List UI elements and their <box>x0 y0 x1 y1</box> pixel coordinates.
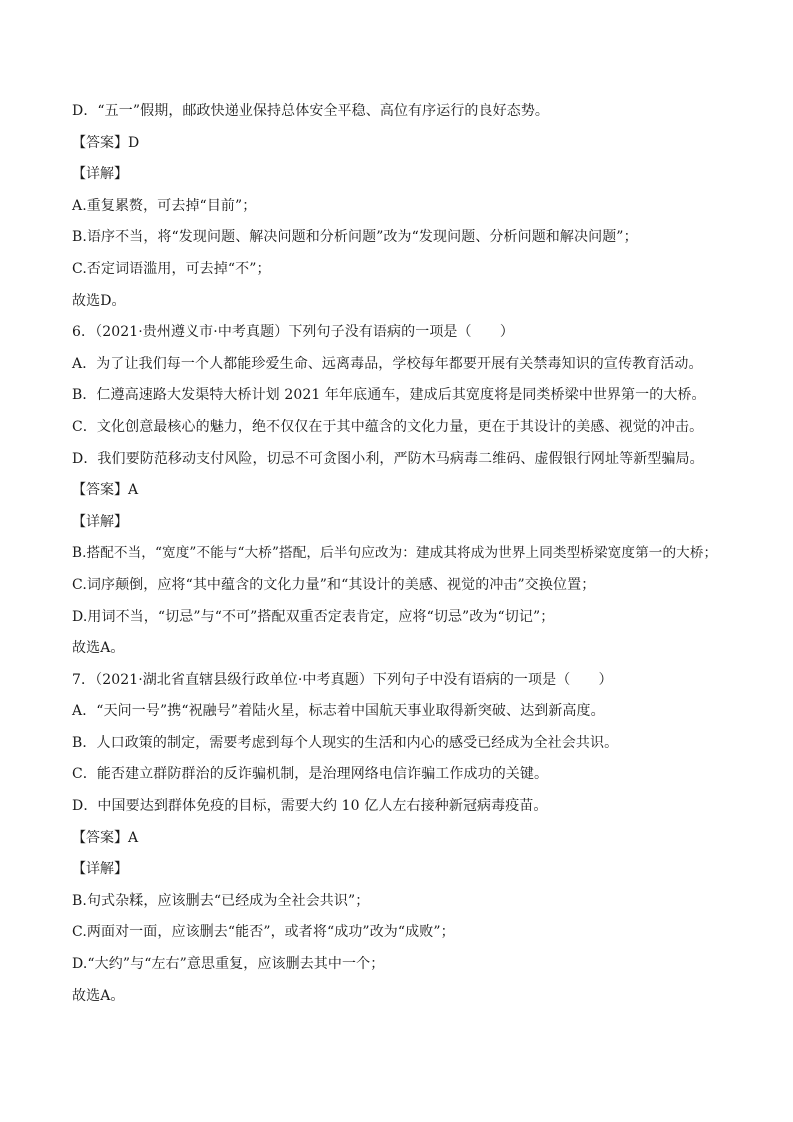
question-7-option-b: B．人口政策的制定，需要考虑到每个人现实的生活和内心的感受已经成为全社会共识。 <box>72 734 619 751</box>
document-page <box>72 100 732 1016</box>
option-d-q5: D．“五一”假期，邮政快递业保持总体安全平稳、高位有序运行的良好态势。 <box>72 103 550 119</box>
question-6-option-b: B．仁遵高速路大发渠特大桥计划 2021 年年底通车，建成后其宽度将是同类桥梁中世界第一的大桥。 <box>72 387 706 404</box>
explanation-b-q5: B.语序不当，将“发现问题、解决问题和分析问题”改为“发现问题、分析问题和解决问题”； <box>72 229 638 246</box>
answer-q5: 【答案】D <box>72 134 140 151</box>
answer-q6: 【答案】A <box>72 482 139 499</box>
question-7-option-c: C．能否建立群防群治的反诈骗机制，是治理网络电信诈骗工作成功的关键。 <box>72 766 549 783</box>
answer-q7: 【答案】A <box>72 829 139 846</box>
explanation-heading-q7: 【详解】 <box>72 861 128 878</box>
explanation-d-q7: D.“大约”与“左右”意思重复，应该删去其中一个； <box>72 956 385 973</box>
question-7-option-d: D．中国要达到群体免疫的目标，需要大约 10 亿人左右接种新冠病毒疫苗。 <box>72 798 548 815</box>
question-6-option-d: D．我们要防范移动支付风险，切忌不可贪图小利，严防木马病毒二维码、虚假银行网址等新型骗局。 <box>72 450 704 467</box>
explanation-c-q5: C.否定词语滥用，可去掉“不”； <box>72 260 271 277</box>
conclusion-q7: 故选A。 <box>72 987 125 1004</box>
question-6-stem: 6．（2021·贵州遵义市·中考真题）下列句子没有语病的一项是（ ） <box>72 324 514 341</box>
conclusion-q6: 故选A。 <box>72 640 125 657</box>
explanation-heading-q6: 【详解】 <box>72 513 128 530</box>
conclusion-q5: 故选D。 <box>72 292 126 309</box>
explanation-c-q7: C.两面对一面，应该删去“能否”，或者将“成功”改为“成败”； <box>72 924 455 941</box>
question-6-option-a: A．为了让我们每一个人都能珍爱生命、远离毒品，学校每年都要开展有关禁毒知识的宣传教育活动。 <box>72 355 703 372</box>
question-7-option-a: A．“天问一号”携“祝融号”着陆火星，标志着中国航天事业取得新突破、达到新高度。 <box>72 703 605 720</box>
question-6-option-c: C．文化创意最核心的魅力，绝不仅仅在于其中蕴含的文化力量，更在于其设计的美感、视觉的冲击。 <box>72 418 704 435</box>
explanation-b-q7: B.句式杂糅，应该删去“已经成为全社会共识”； <box>72 892 370 909</box>
explanation-b-q6: B.搭配不当，“宽度”不能与“大桥”搭配，后半句应改为：建成其将成为世界上同类型桥梁宽度第一的大桥； <box>72 545 718 562</box>
explanation-a-q5: A.重复累赘，可去掉“目前”； <box>72 197 257 214</box>
explanation-d-q6: D.用词不当，“切忌”与“不可”搭配双重否定表肯定，应将“切忌”改为“切记”； <box>72 608 555 625</box>
explanation-heading-q5: 【详解】 <box>72 166 128 183</box>
question-7-stem: 7．（2021·湖北省直辖县级行政单位·中考真题）下列句子中没有语病的一项是（ ） <box>72 671 613 688</box>
explanation-c-q6: C.词序颠倒，应将“其中蕴含的文化力量”和“其设计的美感、视觉的冲击”交换位置； <box>72 576 596 593</box>
